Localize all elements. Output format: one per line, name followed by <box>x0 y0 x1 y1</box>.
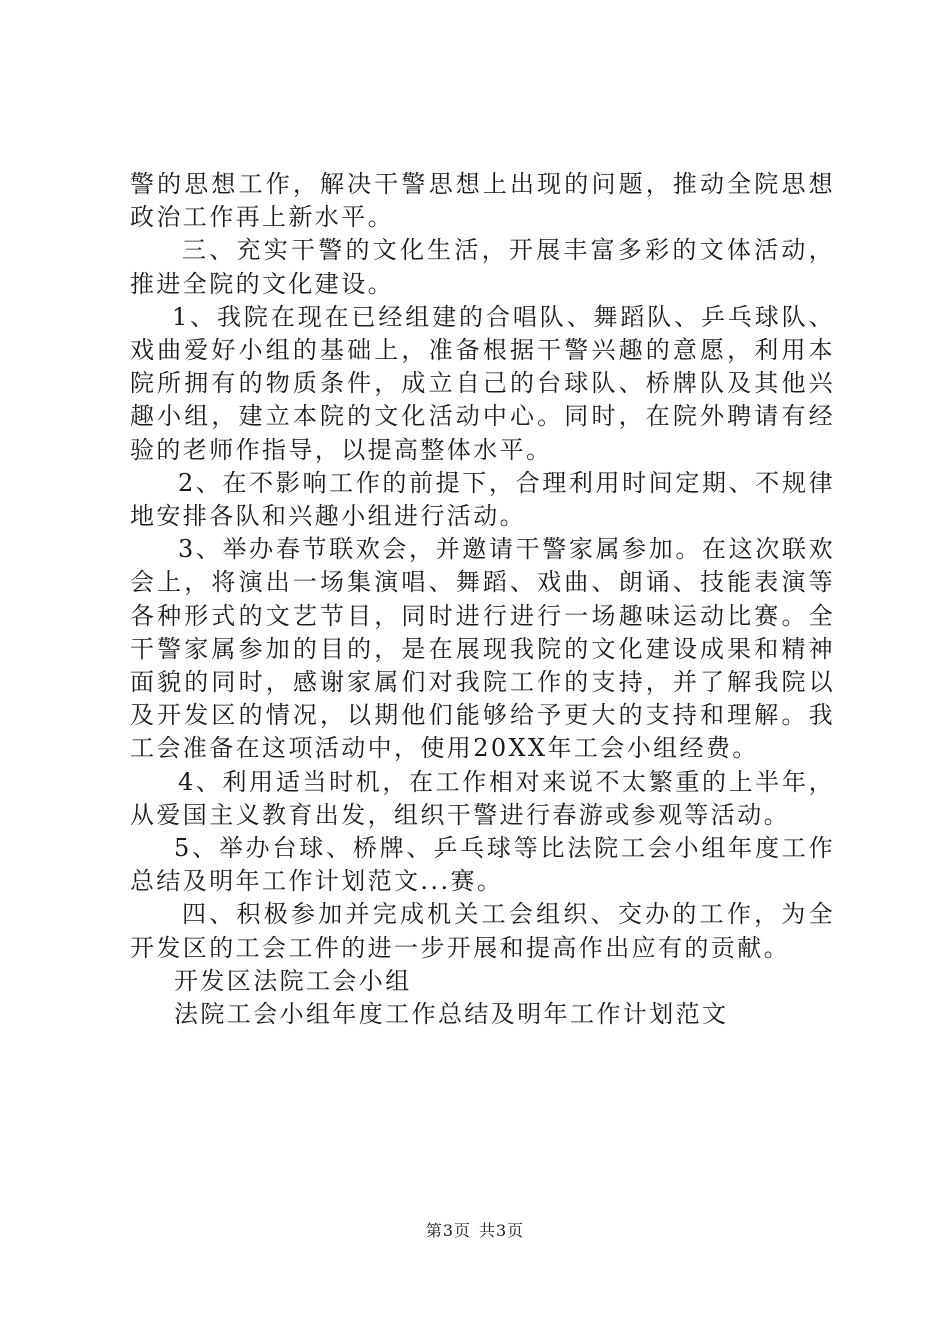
signature-organization: 开发区法院工会小组 <box>174 966 412 995</box>
document-body <box>130 168 835 1031</box>
paragraph-continuation: 警的思想工作，解决干警思想上出现的问题，推动全院思想政治工作再上新水平。 <box>130 170 835 232</box>
page-total: 共3页 <box>479 1221 525 1240</box>
paragraph-section-four: 四、积极参加并完成机关工会组织、交办的工作，为全开发区的工会工件的进一步开展和提高作出应有的贡献。 <box>130 900 835 962</box>
page-footer <box>0 1218 950 1241</box>
paragraph-item-4: 4、利用适当时机，在工作相对来说不太繁重的上半年，从爱国主义教育出发，组织干警进行春游或参观等活动。 <box>130 767 835 829</box>
page-number: 第3页 <box>425 1221 471 1240</box>
paragraph-section-three: 三、充实干警的文化生活，开展丰富多彩的文体活动，推进全院的文化建设。 <box>130 236 835 298</box>
paragraph-item-2: 2、在不影响工作的前提下，合理利用时间定期、不规律地安排各队和兴趣小组进行活动。 <box>130 468 835 531</box>
paragraph-item-5: 5、举办台球、桥牌、乒乓球等比法院工会小组年度工作总结及明年工作计划范文...赛。 <box>130 834 835 896</box>
paragraph-item-3: 3、举办春节联欢会，并邀请干警家属参加。在这次联欢会上，将演出一场集演唱、舞蹈、戏曲、朗诵、技能表演等各种形式的文艺节目，同时进行进行一场趣味运动比赛。全干警家属参加的目的，是在展现我院的文化建设成果和精神面貌的同时，感谢家属们对我院工作的支持，并了解我院以及开发区的情况，以期他们能够给予更大的支持和理解。我工会准备在这项活动中，使用20XX年工会小组经费。 <box>130 535 835 763</box>
paragraph-item-1: 1、我院在现在已经组建的合唱队、舞蹈队、乒乓球队、戏曲爱好小组的基础上，准备根据干警兴趣的意愿，利用本院所拥有的物质条件，成立自己的台球队、桥牌队及其他兴趣小组，建立本院的文化活动中心。同时，在院外聘请有经验的老师作指导，以提高整体水平。 <box>130 302 835 464</box>
document-title-footer: 法院工会小组年度工作总结及明年工作计划范文 <box>174 1000 729 1029</box>
